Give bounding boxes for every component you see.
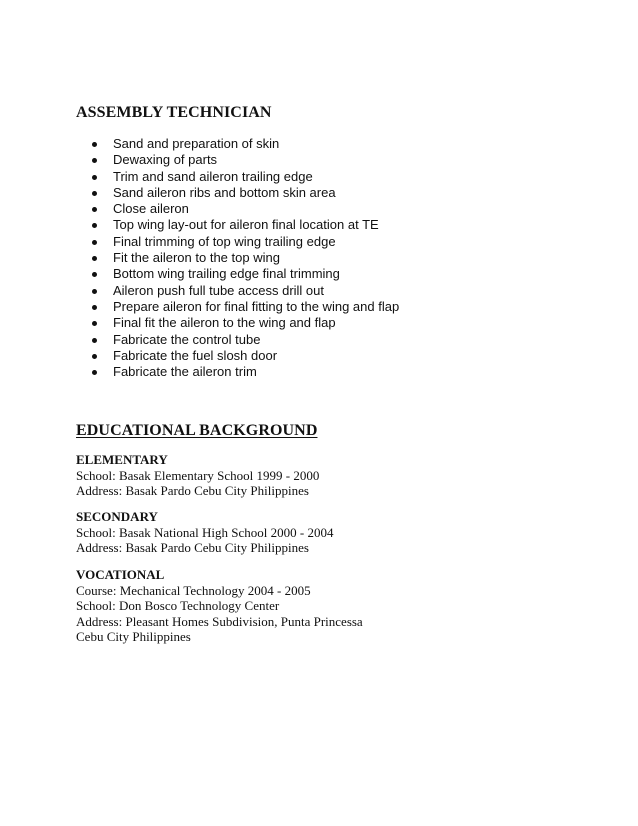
bullet-icon [92,158,97,163]
list-item [90,185,399,201]
list-item [90,299,399,315]
list-item [90,152,399,168]
vocational-school: School: Don Bosco Technology Center [76,598,280,614]
list-item-text: Trim and sand aileron trailing edge [113,168,313,184]
list-item-text: Sand and preparation of skin [113,136,280,151]
list-item-text: Aileron push full tube access drill out [113,282,325,298]
list-item [90,201,399,217]
list-item-text: Dewaxing of parts [113,152,218,168]
list-item-text: Fit the aileron to the top wing [113,250,280,266]
list-item-text: Prepare aileron for final fitting to the wing and flap [113,298,400,314]
list-item [90,332,399,348]
educational-background-heading: EDUCATIONAL BACKGROUND [76,422,318,439]
list-item [90,234,399,250]
vocational-address-line2: Cebu City Philippines [76,629,191,645]
bullet-icon [92,142,97,147]
bullet-icon [92,223,97,228]
bullet-icon [92,321,97,326]
list-item-text: Final trimming of top wing trailing edge [113,233,336,249]
list-item-text: Top wing lay-out for aileron final location at TE [113,217,379,233]
bullet-icon [92,354,97,359]
secondary-address: Address: Basak Pardo Cebu City Philippines [76,540,309,556]
bullet-icon [92,191,97,196]
list-item [90,217,399,233]
elementary-school: School: Basak Elementary School 1999 - 2000 [76,467,320,483]
bullet-icon [92,207,97,212]
list-item [90,315,399,331]
vocational-heading: VOCATIONAL [76,567,165,582]
bullet-icon [92,370,97,375]
education-vocational [76,567,363,645]
elementary-address: Address: Basak Pardo Cebu City Philippines [76,483,309,499]
education-elementary [76,452,319,499]
list-item-text: Fabricate the aileron trim [113,364,257,380]
bullet-icon [92,256,97,261]
list-item [90,266,399,282]
vocational-course: Course: Mechanical Technology 2004 - 2005 [76,582,311,598]
bullet-icon [92,240,97,245]
list-item [90,364,399,380]
secondary-heading: SECONDARY [76,509,158,524]
list-item [90,136,399,152]
assembly-task-list [90,136,399,380]
bullet-icon [92,305,97,310]
education-secondary [76,509,333,556]
bullet-icon [92,175,97,180]
elementary-heading: ELEMENTARY [76,452,168,467]
list-item-text: Bottom wing trailing edge final trimming [113,266,340,282]
list-item-text: Close aileron [113,201,189,217]
list-item [90,169,399,185]
list-item [90,348,399,364]
bullet-icon [92,338,97,343]
list-item-text: Fabricate the fuel slosh door [113,347,278,363]
list-item-text: Final fit the aileron to the wing and flap [113,315,336,331]
list-item-text: Sand aileron ribs and bottom skin area [113,184,336,200]
list-item [90,250,399,266]
bullet-icon [92,272,97,277]
list-item-text: Fabricate the control tube [113,331,261,347]
bullet-icon [92,289,97,294]
list-item [90,283,399,299]
vocational-address: Address: Pleasant Homes Subdivision, Punta Princessa [76,613,363,629]
secondary-school: School: Basak National High School 2000 - 2004 [76,524,334,540]
assembly-technician-heading: ASSEMBLY TECHNICIAN [76,104,272,121]
